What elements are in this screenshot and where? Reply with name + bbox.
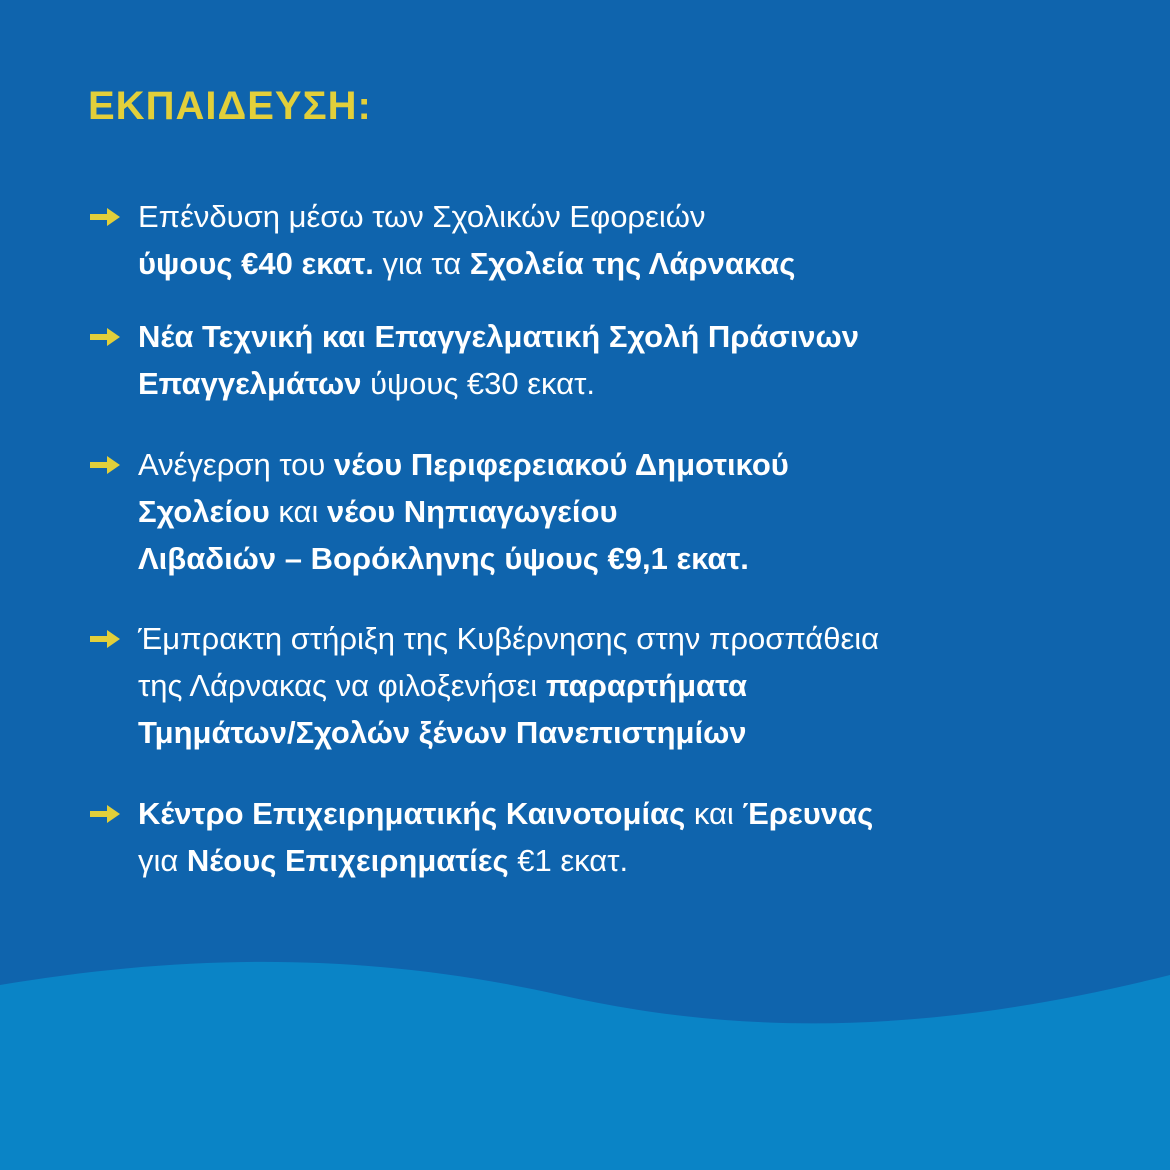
text-run: της Λάρνακας να φιλοξενήσει — [138, 668, 546, 703]
item-line — [88, 709, 1088, 756]
text-run: ύψους €40 εκατ. — [138, 246, 374, 281]
arrow-right-icon — [88, 802, 122, 826]
text-run: Λιβαδιών – Βορόκληνης ύψους €9,1 εκατ. — [138, 541, 749, 576]
arrow-right-icon — [88, 325, 122, 349]
list-item-universities — [88, 615, 1088, 756]
text-run: νέου Νηπιαγωγείου — [326, 494, 618, 529]
list-item-schools-investment — [88, 193, 1088, 287]
text-run: Τμημάτων/Σχολών ξένων Πανεπιστημίων — [138, 715, 747, 750]
item-line — [88, 615, 1088, 662]
item-line — [88, 360, 1088, 407]
item-line — [88, 193, 1088, 240]
arrow-right-icon — [88, 453, 122, 477]
text-run: Επένδυση μέσω των Σχολικών Εφορειών — [138, 199, 706, 234]
text-run: Επαγγελμάτων — [138, 366, 362, 401]
text-run: Έρευνας — [742, 796, 874, 831]
text-run: €1 εκατ. — [508, 843, 629, 878]
item-line — [88, 240, 1088, 287]
arrow-right-icon — [88, 205, 122, 229]
text-run: Νέα Τεχνική και Επαγγελματική Σχολή Πράσινων — [138, 319, 859, 354]
text-run: παραρτήματα — [545, 668, 748, 703]
item-line — [88, 535, 1088, 582]
list-item-technical-school — [88, 313, 1088, 407]
section-title: ΕΚΠΑΙΔΕΥΣΗ: — [88, 84, 372, 128]
text-run: Νέους Επιχειρηματίες — [186, 843, 509, 878]
text-run: για τα — [373, 246, 470, 281]
item-line — [88, 313, 1088, 360]
text-run: νέου Περιφερειακού Δημοτικού — [334, 447, 789, 482]
item-line — [88, 441, 1088, 488]
text-run: Έμπρακτη στήριξη της Κυβέρνησης στην προσπάθεια — [138, 621, 880, 656]
text-run: για — [138, 843, 187, 878]
text-run: και — [269, 494, 327, 529]
item-line — [88, 662, 1088, 709]
text-run: Κέντρο Επιχειρηματικής Καινοτομίας — [138, 796, 686, 831]
arrow-right-icon — [88, 627, 122, 651]
list-item-primary-school — [88, 441, 1088, 582]
text-run: Ανέγερση του — [138, 447, 334, 482]
item-line — [88, 488, 1088, 535]
item-line — [88, 790, 1088, 837]
item-line — [88, 837, 1088, 884]
text-run: Σχολεία της Λάρνακας — [469, 246, 796, 281]
text-run: Σχολείου — [138, 494, 270, 529]
text-run: και — [685, 796, 743, 831]
text-run: ύψους €30 εκατ. — [361, 366, 595, 401]
list-item-innovation-center — [88, 790, 1088, 884]
